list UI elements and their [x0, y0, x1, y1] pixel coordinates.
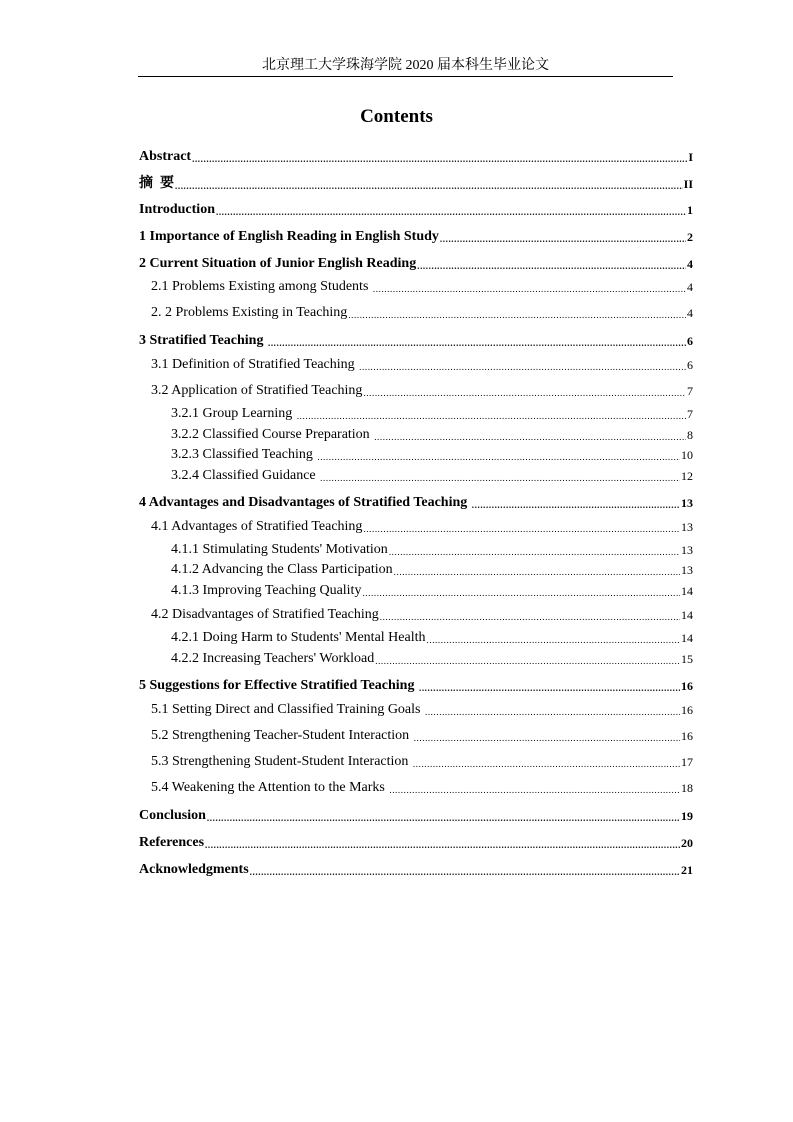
running-header: 北京理工大学珠海学院 2020 届本科生毕业论文: [262, 58, 549, 73]
toc-entry-page: 13: [681, 496, 693, 510]
toc-entry-label: 4.1.1 Stimulating Students' Motivation: [171, 542, 388, 557]
toc-entry-label: 4.1.3 Improving Teaching Quality: [171, 583, 362, 598]
toc-entry-label: Introduction: [139, 202, 215, 217]
toc-entry-label: 1 Importance of English Reading in English Study: [139, 229, 439, 244]
toc-entry-page: 13: [681, 563, 693, 577]
toc-entry-page: 4: [687, 257, 693, 271]
dot-leader: [374, 431, 686, 444]
dot-leader: [363, 523, 680, 536]
dot-leader: [363, 387, 686, 400]
toc-entry[interactable]: [139, 330, 693, 350]
dot-leader: [297, 410, 686, 423]
toc-entry-page: 4: [687, 306, 693, 320]
dot-leader: [417, 260, 686, 273]
toc-entry[interactable]: [139, 516, 693, 536]
toc-entry-label: 3.1 Definition of Stratified Teaching: [151, 357, 359, 372]
page-title: Contents: [360, 106, 433, 127]
toc-entry[interactable]: [139, 559, 693, 579]
dot-leader: [375, 655, 680, 668]
dot-leader: [175, 180, 683, 193]
toc-entry-page: 21: [681, 863, 693, 877]
toc-entry-label: Abstract: [139, 149, 192, 164]
toc-entry-page: 16: [681, 703, 693, 717]
dot-leader: [419, 682, 680, 695]
toc-entry[interactable]: [139, 777, 693, 797]
toc-entry-label: 4.2 Disadvantages of Stratified Teaching: [151, 607, 379, 622]
toc-entry-page: 7: [687, 384, 693, 398]
dot-leader: [414, 732, 680, 745]
toc-entry-page: 6: [687, 358, 693, 372]
toc-entry[interactable]: [139, 226, 693, 246]
toc-entry[interactable]: [139, 465, 693, 485]
toc-entry-page: 10: [681, 448, 693, 462]
toc-entry[interactable]: [139, 424, 693, 444]
toc-entry-label: 4.2.2 Increasing Teachers' Workload: [171, 651, 375, 666]
toc-entry[interactable]: [139, 859, 693, 879]
toc-entry-label: 5.2 Strengthening Teacher-Student Interaction: [151, 728, 413, 743]
dot-leader: [216, 206, 686, 219]
toc-entry[interactable]: [139, 403, 693, 423]
toc-entry-page: 12: [681, 469, 693, 483]
toc-entry-label: 2. 2 Problems Existing in Teaching: [151, 305, 348, 320]
header-rule: [138, 76, 673, 77]
toc-entry-page: 17: [681, 755, 693, 769]
dot-leader: [389, 546, 680, 559]
toc-entry-page: 14: [681, 584, 693, 598]
dot-leader: [394, 566, 680, 579]
toc-entry-label: 3.2.2 Classified Course Preparation: [171, 427, 374, 442]
toc-entry-label: 4.1 Advantages of Stratified Teaching: [151, 519, 363, 534]
toc-entry[interactable]: [139, 675, 693, 695]
toc-entry-label: References: [139, 835, 205, 850]
toc-entry-label: 3 Stratified Teaching: [139, 333, 267, 348]
toc-entry[interactable]: [139, 173, 693, 193]
toc-entry-label: 2.1 Problems Existing among Students: [151, 279, 372, 294]
dot-leader: [413, 758, 680, 771]
dot-leader: [427, 634, 681, 647]
dot-leader: [250, 866, 680, 879]
toc-entry-label: 摘 要: [139, 176, 174, 191]
toc-entry[interactable]: [139, 604, 693, 624]
dot-leader: [268, 337, 686, 350]
toc-entry-label: Acknowledgments: [139, 862, 249, 877]
dot-leader: [362, 587, 680, 600]
toc-entry-page: 19: [681, 809, 693, 823]
toc-entry[interactable]: [139, 539, 693, 559]
dot-leader: [440, 233, 686, 246]
toc-entry[interactable]: [139, 832, 693, 852]
toc-entry-label: 5.4 Weakening the Attention to the Marks: [151, 780, 389, 795]
dot-leader: [192, 153, 687, 166]
toc-entry-page: II: [683, 177, 693, 191]
toc-entry-page: 15: [681, 652, 693, 666]
toc-entry-label: 5 Suggestions for Effective Stratified Teaching: [139, 678, 418, 693]
dot-leader: [205, 839, 680, 852]
toc-entry[interactable]: [139, 302, 693, 322]
toc-entry-page: I: [688, 150, 693, 164]
dot-leader: [389, 784, 680, 797]
toc-entry-label: 4 Advantages and Disadvantages of Stratified Teaching: [139, 495, 471, 510]
toc-entry[interactable]: [139, 580, 693, 600]
toc-entry-page: 8: [687, 428, 693, 442]
dot-leader: [320, 472, 680, 485]
dot-leader: [472, 499, 680, 512]
toc-entry-label: 5.1 Setting Direct and Classified Training Goals: [151, 702, 424, 717]
toc-entry[interactable]: [139, 444, 693, 464]
toc-entry[interactable]: [139, 648, 693, 668]
dot-leader: [373, 283, 686, 296]
toc-entry[interactable]: [139, 276, 693, 296]
toc-entry-label: 5.3 Strengthening Student-Student Interaction: [151, 754, 412, 769]
toc-entry-label: 4.2.1 Doing Harm to Students' Mental Health: [171, 630, 426, 645]
toc-entry-label: Conclusion: [139, 808, 206, 823]
toc-entry-label: 3.2.3 Classified Teaching: [171, 447, 317, 462]
toc-entry-page: 2: [687, 230, 693, 244]
toc-entry-page: 16: [681, 679, 693, 693]
toc-entry[interactable]: [139, 627, 693, 647]
toc-entry-page: 14: [681, 608, 693, 622]
toc-entry-label: 3.2.4 Classified Guidance: [171, 468, 320, 483]
toc-entry-page: 13: [681, 543, 693, 557]
toc-entry[interactable]: [139, 146, 693, 166]
toc-entry-label: 3.2 Application of Stratified Teaching: [151, 383, 363, 398]
toc-entry[interactable]: [139, 725, 693, 745]
toc-entry-page: 13: [681, 520, 693, 534]
dot-leader: [380, 611, 680, 624]
toc-entry-page: 20: [681, 836, 693, 850]
toc-entry-label: 2 Current Situation of Junior English Reading: [139, 256, 417, 271]
dot-leader: [425, 706, 680, 719]
dot-leader: [207, 812, 680, 825]
dot-leader: [348, 309, 686, 322]
dot-leader: [317, 451, 680, 464]
toc-entry-page: 1: [687, 203, 693, 217]
toc-entry-page: 4: [687, 280, 693, 294]
toc-entry-page: 14: [681, 631, 693, 645]
toc-entry-page: 7: [687, 407, 693, 421]
toc-entry[interactable]: [139, 199, 693, 219]
toc-entry[interactable]: [139, 751, 693, 771]
toc-entry-page: 16: [681, 729, 693, 743]
dot-leader: [359, 361, 686, 374]
toc-entry-page: 6: [687, 334, 693, 348]
toc-entry[interactable]: [139, 805, 693, 825]
toc-entry-page: 18: [681, 781, 693, 795]
toc-entry[interactable]: [139, 354, 693, 374]
toc-entry[interactable]: [139, 492, 693, 512]
toc-entry[interactable]: [139, 253, 693, 273]
toc-entry-label: 3.2.1 Group Learning: [171, 406, 296, 421]
toc-entry-label: 4.1.2 Advancing the Class Participation: [171, 562, 393, 577]
toc-entry[interactable]: [139, 380, 693, 400]
toc-entry[interactable]: [139, 699, 693, 719]
